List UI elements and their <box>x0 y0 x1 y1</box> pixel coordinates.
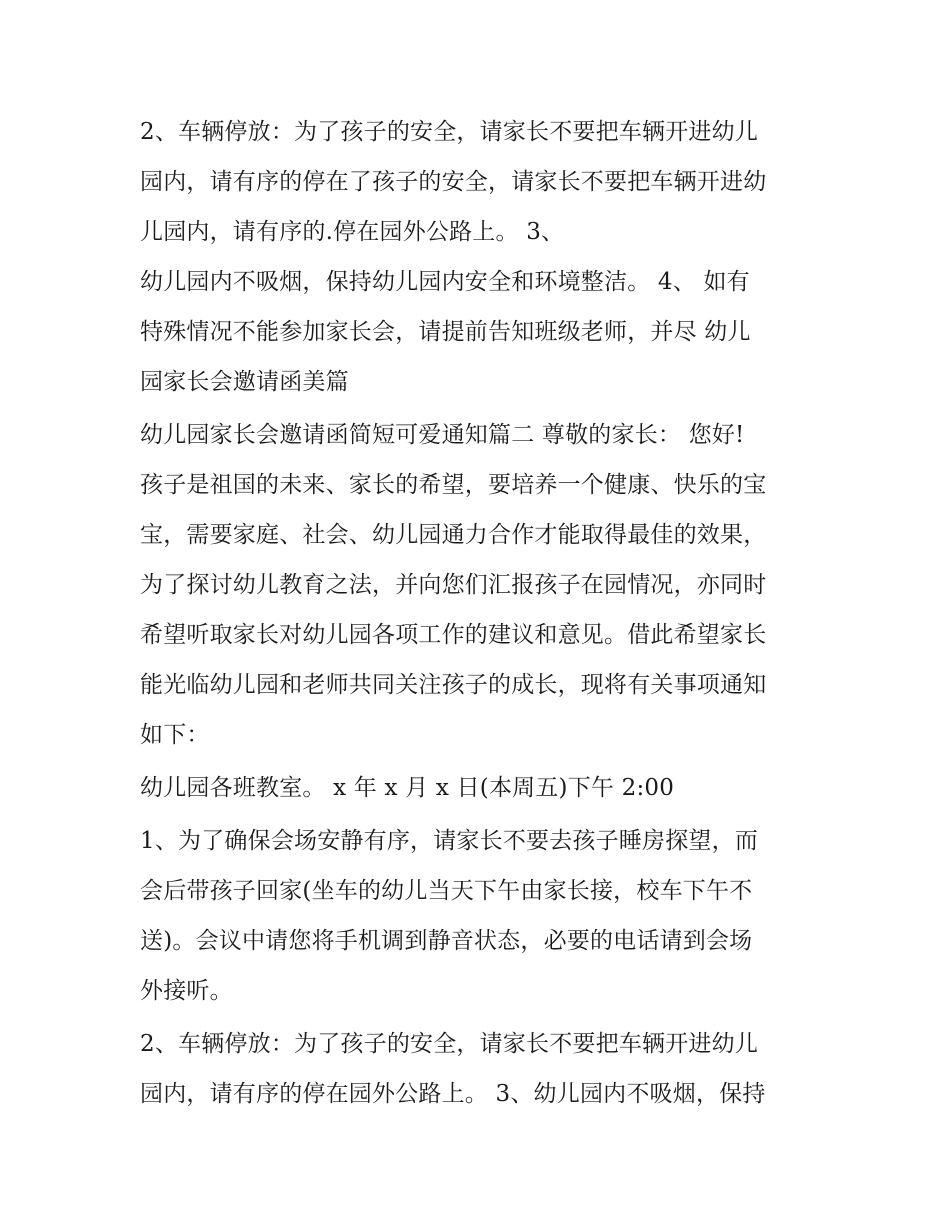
text-line: 园内，请有序的停在了孩子的安全，请家长不要把车辆开进幼 <box>140 169 767 195</box>
text-line: 会后带孩子回家(坐车的幼儿当天下午由家长接，校车下午不 <box>140 878 753 904</box>
text-line: 能光临幼儿园和老师共同关注孩子的成长，现将有关事项通知 <box>140 672 767 698</box>
text-line: 2、车辆停放：为了孩子的安全，请家长不要把车辆开进幼儿 <box>140 1031 759 1057</box>
text-line: 特殊情况不能参加家长会，请提前告知班级老师，并尽 幼儿 <box>140 319 751 345</box>
text-line: 1、为了确保会场安静有序，请家长不要去孩子睡房探望，而 <box>140 828 759 854</box>
text-line: 幼儿园家长会邀请函简短可爱通知篇二 尊敬的家长： 您好! <box>140 422 745 448</box>
text-line: 如下： <box>140 722 210 748</box>
text-line: 送)。会议中请您将手机调到静音状态，必要的电话请到会场 <box>140 928 753 954</box>
text-line: 园内，请有序的停在园外公路上。 3、幼儿园内不吸烟，保持 <box>140 1081 766 1107</box>
text-line: 2、车辆停放：为了孩子的安全，请家长不要把车辆开进幼儿 <box>140 119 759 145</box>
text-line: 为了探讨幼儿教育之法，并向您们汇报孩子在园情况，亦同时 <box>140 572 767 598</box>
text-line: 希望听取家长对幼儿园各项工作的建议和意见。借此希望家长 <box>140 622 767 648</box>
text-line: 园家长会邀请函美篇 <box>140 369 349 395</box>
text-line: 孩子是祖国的未来、家长的希望，要培养一个健康、快乐的宝 <box>140 472 767 498</box>
text-line: 宝，需要家庭、社会、幼儿园通力合作才能取得最佳的效果， <box>140 522 767 548</box>
text-line: 幼儿园内不吸烟，保持幼儿园内安全和环境整洁。 4、 如有 <box>140 269 750 295</box>
text-line: 外接听。 <box>140 978 233 1004</box>
text-line: 幼儿园各班教室。 x 年 x 月 x 日(本周五)下午 2:00 <box>140 775 675 801</box>
text-line: 儿园内，请有序的.停在园外公路上。 3、 <box>140 219 565 245</box>
